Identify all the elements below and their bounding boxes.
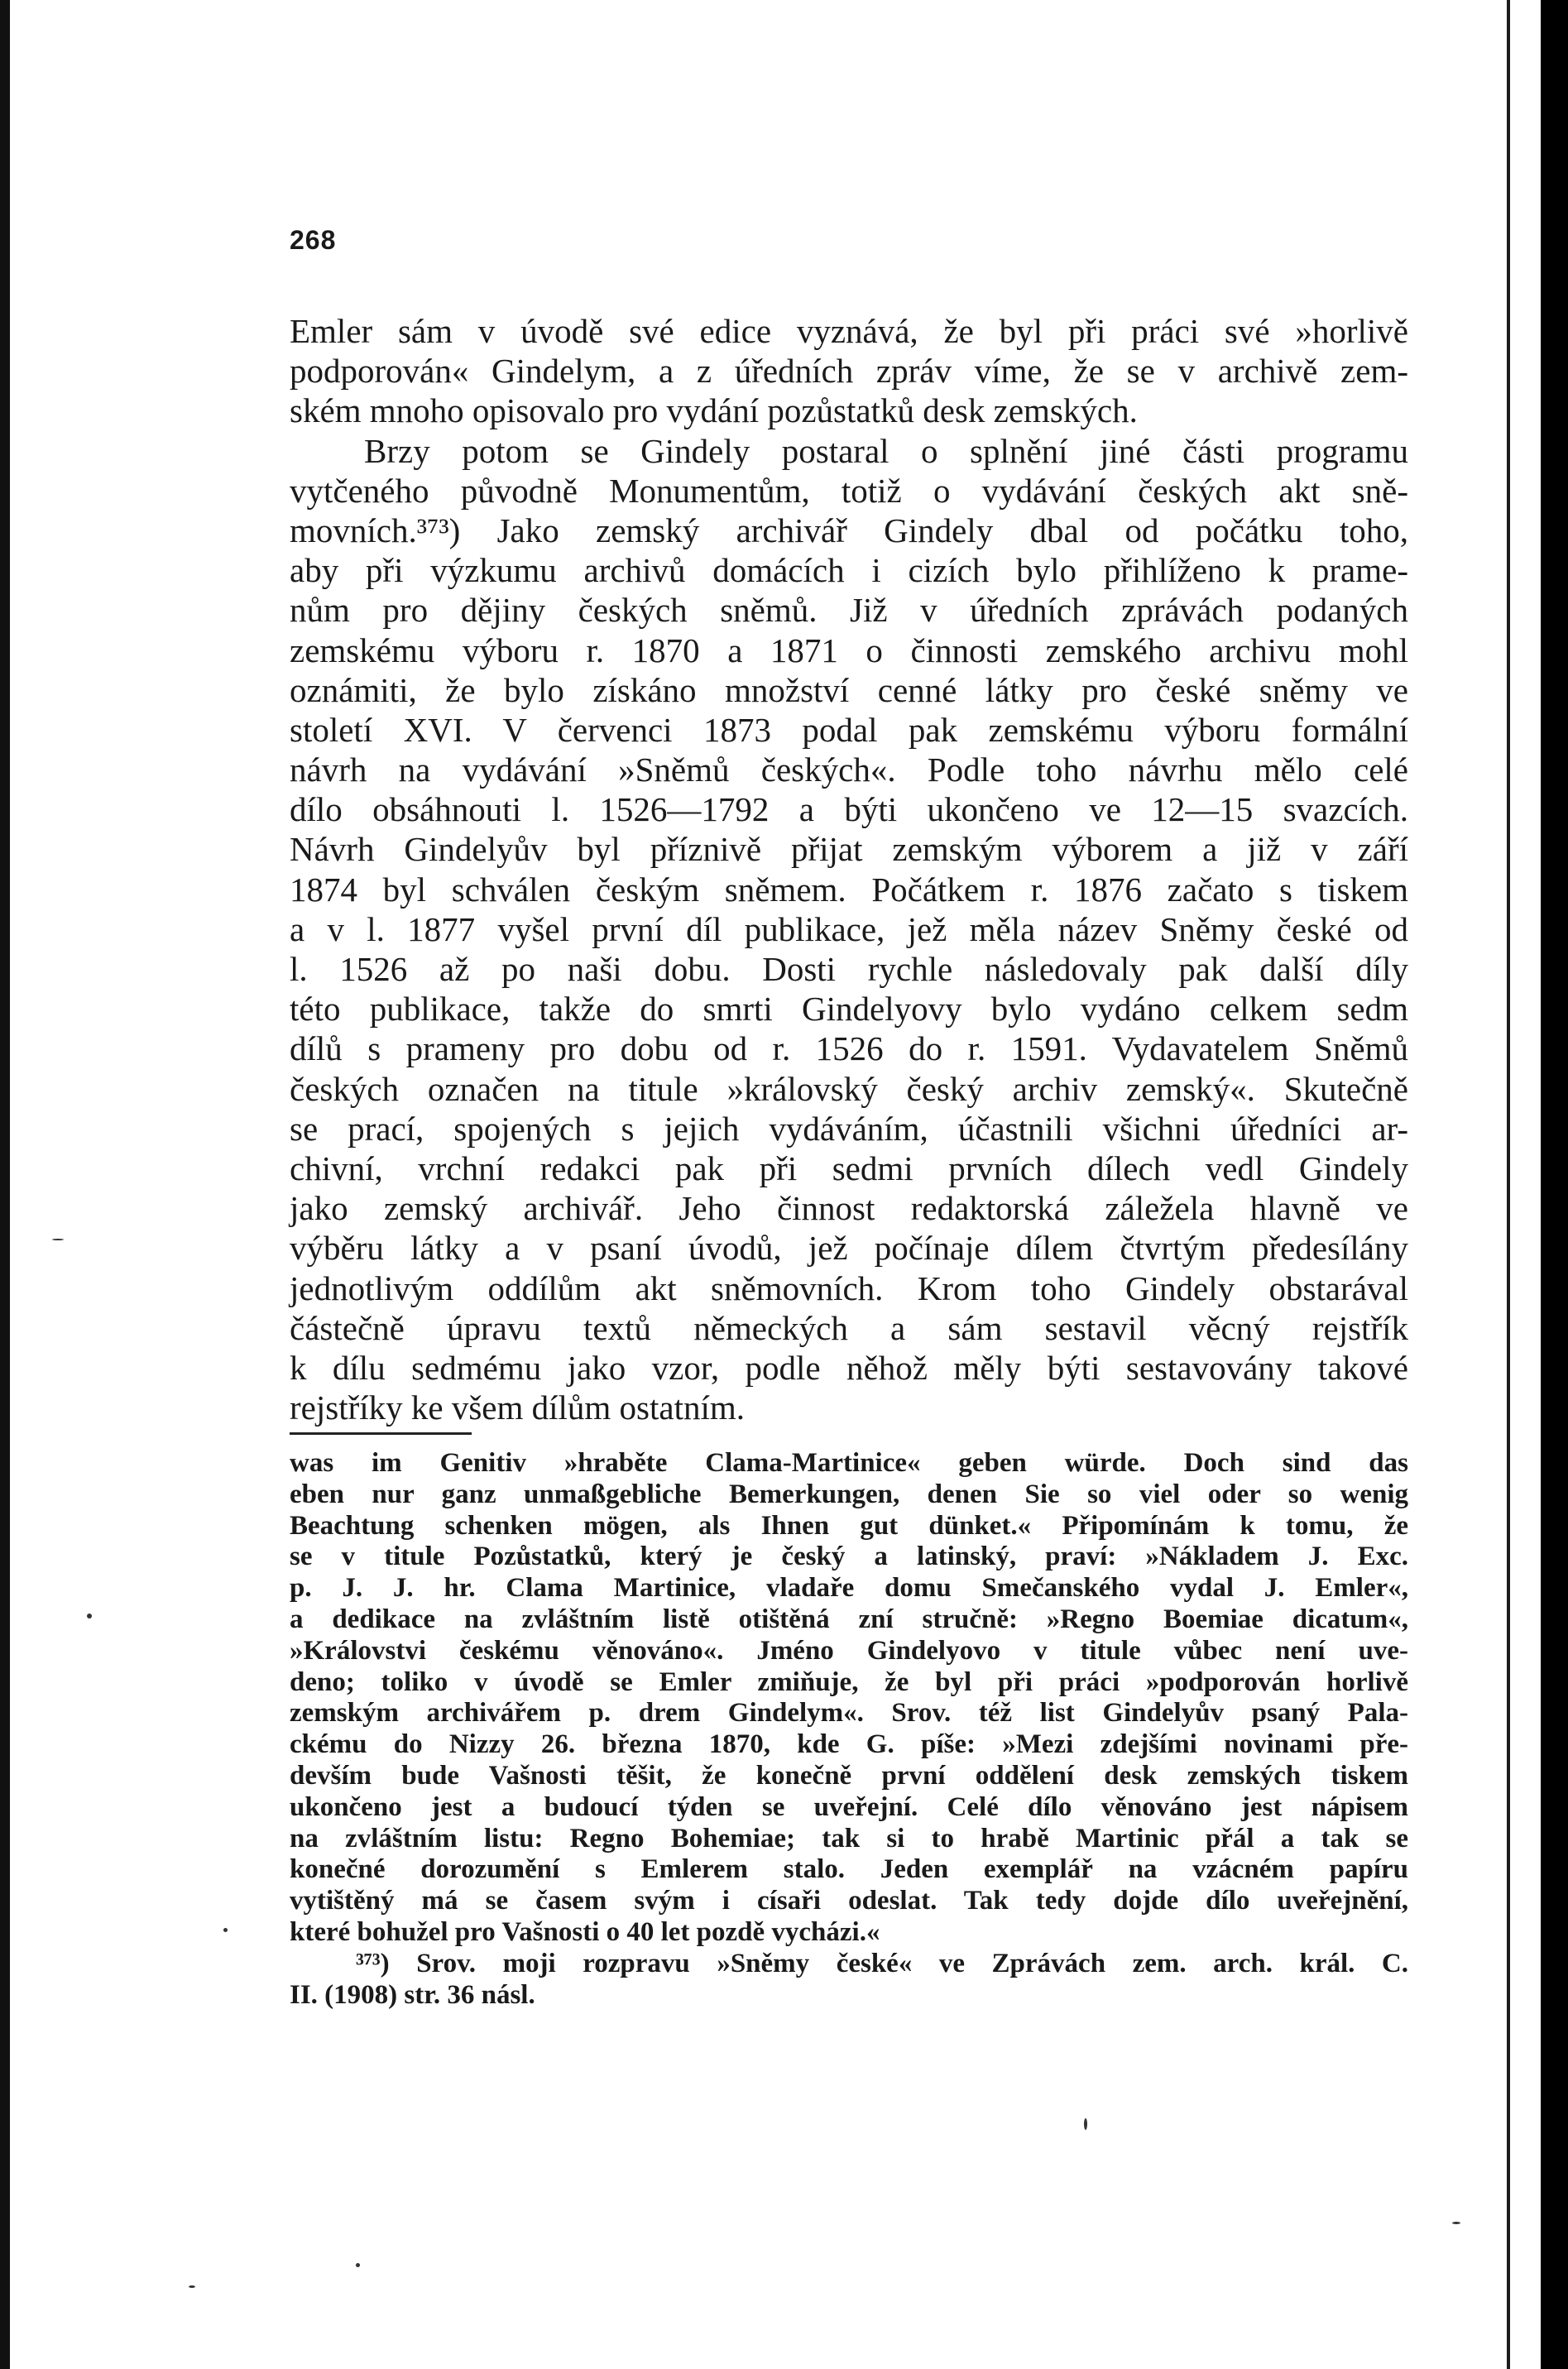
text-line: aby při výzkumu archivů domácích i cizích bylo přihlíženo k prame- xyxy=(290,551,1408,590)
footnote-line: konečné dorozumění s Emlerem stalo. Jeden exemplář na vzácném papíru xyxy=(290,1854,1408,1885)
text-line: chivní, vrchní redakci pak při sedmi prvních dílech vedl Gindely xyxy=(290,1149,1408,1187)
text-line: nům pro dějiny českých sněmů. Již v úředních zprávách podaných xyxy=(290,591,1408,630)
text-line: dílů s prameny pro dobu od r. 1526 do r. 1591. Vydavatelem Sněmů xyxy=(290,1029,1408,1068)
text-line: návrh na vydávání »Sněmů českých«. Podle toho návrhu mělo celé xyxy=(290,751,1408,789)
text-line: dílo obsáhnouti l. 1526—1792 a býti ukončeno ve 12—15 svazcích. xyxy=(290,790,1408,829)
text-line: částečně úpravu textů německých a sám sestavil věcný rejstřík xyxy=(290,1308,1408,1347)
footnotes xyxy=(290,1448,1408,2011)
scan-border-right xyxy=(1541,0,1568,2369)
main-text xyxy=(290,311,1408,1427)
footnote-line: II. (1908) str. 36 násl. xyxy=(290,1979,535,2010)
scan-speck xyxy=(223,1928,228,1932)
text-line: této publikace, takže do smrti Gindelyovy bylo vydáno celkem sedm xyxy=(290,990,1408,1029)
scan-speck xyxy=(87,1614,92,1618)
text-line: Návrh Gindelyův byl příznivě přijat zemským výborem a již v září xyxy=(290,830,1408,869)
text-line: zemskému výboru r. 1870 a 1871 o činnosti zemského archivu mohl xyxy=(290,631,1408,669)
scan-border-left xyxy=(0,0,10,2369)
footnote-line: ckému do Nizzy 26. března 1870, kde G. píše: »Mezi zdejšími novinami pře- xyxy=(290,1729,1408,1760)
text-line: století XVI. V červenci 1873 podal pak zemskému výboru formální xyxy=(290,710,1408,749)
scan-speck xyxy=(1084,2118,1087,2130)
footnote-line: ³⁷³) Srov. moji rozpravu »Sněmy české« ve Zprávách zem. arch. král. C. xyxy=(356,1948,1408,1978)
text-line: podporován« Gindelym, a z úředních zpráv víme, že se v archivě zem- xyxy=(290,352,1408,391)
footnote-line: devším bude Vašnosti těšit, že konečně první oddělení desk zemských tiskem xyxy=(290,1760,1408,1791)
text-line: jednotlivým oddílům akt sněmovních. Krom toho Gindely obstarával xyxy=(290,1268,1408,1307)
page-number: 268 xyxy=(290,225,337,255)
text-line: a v l. 1877 vyšel první díl publikace, jež měla název Sněmy české od xyxy=(290,909,1408,948)
text-line: vytčeného původně Monumentům, totiž o vydávání českých akt sně- xyxy=(290,471,1408,510)
text-line: se prací, spojených s jejich vydáváním, účastnili všichni úředníci ar- xyxy=(290,1109,1408,1148)
text-line: 1874 byl schválen českým sněmem. Počátkem r. 1876 začato s tiskem xyxy=(290,870,1408,909)
text-line: k dílu sedmému jako vzor, podle něhož měly býti sestavovány takové xyxy=(290,1348,1408,1387)
footnote-line: p. J. J. hr. Clama Martinice, vladaře domu Smečanského vydal J. Emler«, xyxy=(290,1573,1408,1604)
scan-speck xyxy=(52,1239,64,1240)
footnote-line: zemským archivářem p. drem Gindelym«. Srov. též list Gindelyův psaný Pala- xyxy=(290,1698,1408,1729)
text-line: rejstříky ke všem dílům ostatním. xyxy=(290,1388,746,1427)
text-line: oznámiti, že bylo získáno množství cenné látky pro české sněmy ve xyxy=(290,670,1408,709)
footnote-line: was im Genitiv »hraběte Clama-Martinice« geben würde. Doch sind das xyxy=(290,1448,1408,1478)
text-line: movních.³⁷³) Jako zemský archivář Gindely dbal od počátku toho, xyxy=(290,511,1408,549)
footnote-line: eben nur ganz unmaßgebliche Bemerkungen, denen Sie so viel oder so wenig xyxy=(290,1479,1408,1509)
footnote-line: vytištěný má se časem svým i císaři odeslat. Tak tedy dojde dílo uveřejnění, xyxy=(290,1886,1408,1916)
text-line: Emler sám v úvodě své edice vyznává, že byl při práci své »horlivě xyxy=(290,312,1408,350)
scan-edge-line xyxy=(1507,0,1510,2369)
footnote-line: na zvláštním listu: Regno Bohemiae; tak si to hrabě Martinic přál a tak se xyxy=(290,1823,1408,1853)
footnote-line: Beachtung schenken mögen, als Ihnen gut dünket.« Připomínám k tomu, že xyxy=(290,1510,1408,1541)
text-line: l. 1526 až po naši dobu. Dosti rychle následovaly pak další díly xyxy=(290,950,1408,988)
text-line: Brzy potom se Gindely postaral o splnění jiné části programu xyxy=(364,431,1408,470)
text-line: výběru látky a v psaní úvodů, jež počínaje dílem čtvrtým předesílány xyxy=(290,1229,1408,1268)
footnote-separator xyxy=(290,1432,472,1435)
footnote-line: se v titule Pozůstatků, který je český a latinský, praví: »Nákladem J. Exc. xyxy=(290,1542,1408,1572)
scan-speck xyxy=(1452,2222,1460,2224)
footnote-line: »Královstvi českému věnováno«. Jméno Gindelyovo v titule vůbec není uve- xyxy=(290,1635,1408,1666)
text-line: jako zemský archivář. Jeho činnost redaktorská záležela hlavně ve xyxy=(290,1189,1408,1228)
footnote-line: které bohužel pro Vašnosti o 40 let pozdě vycházi.« xyxy=(290,1916,880,1947)
footnote-line: a dedikace na zvláštním listě otištěná zní stručně: »Regno Boemiae dicatum«, xyxy=(290,1604,1408,1634)
footnote-line: ukončeno jest a budoucí týden se uveřejní. Celé dílo věnováno jest nápisem xyxy=(290,1791,1408,1822)
scan-speck xyxy=(356,2263,360,2267)
text-line: ském mnoho opisovalo pro vydání pozůstatků desk zemských. xyxy=(290,391,1138,430)
text-line: českých označen na titule »královský český archiv zemský«. Skutečně xyxy=(290,1069,1408,1108)
footnote-line: deno; toliko v úvodě se Emler zmiňuje, že byl při práci »podporován horlivě xyxy=(290,1666,1408,1697)
scan-speck xyxy=(189,2285,195,2288)
